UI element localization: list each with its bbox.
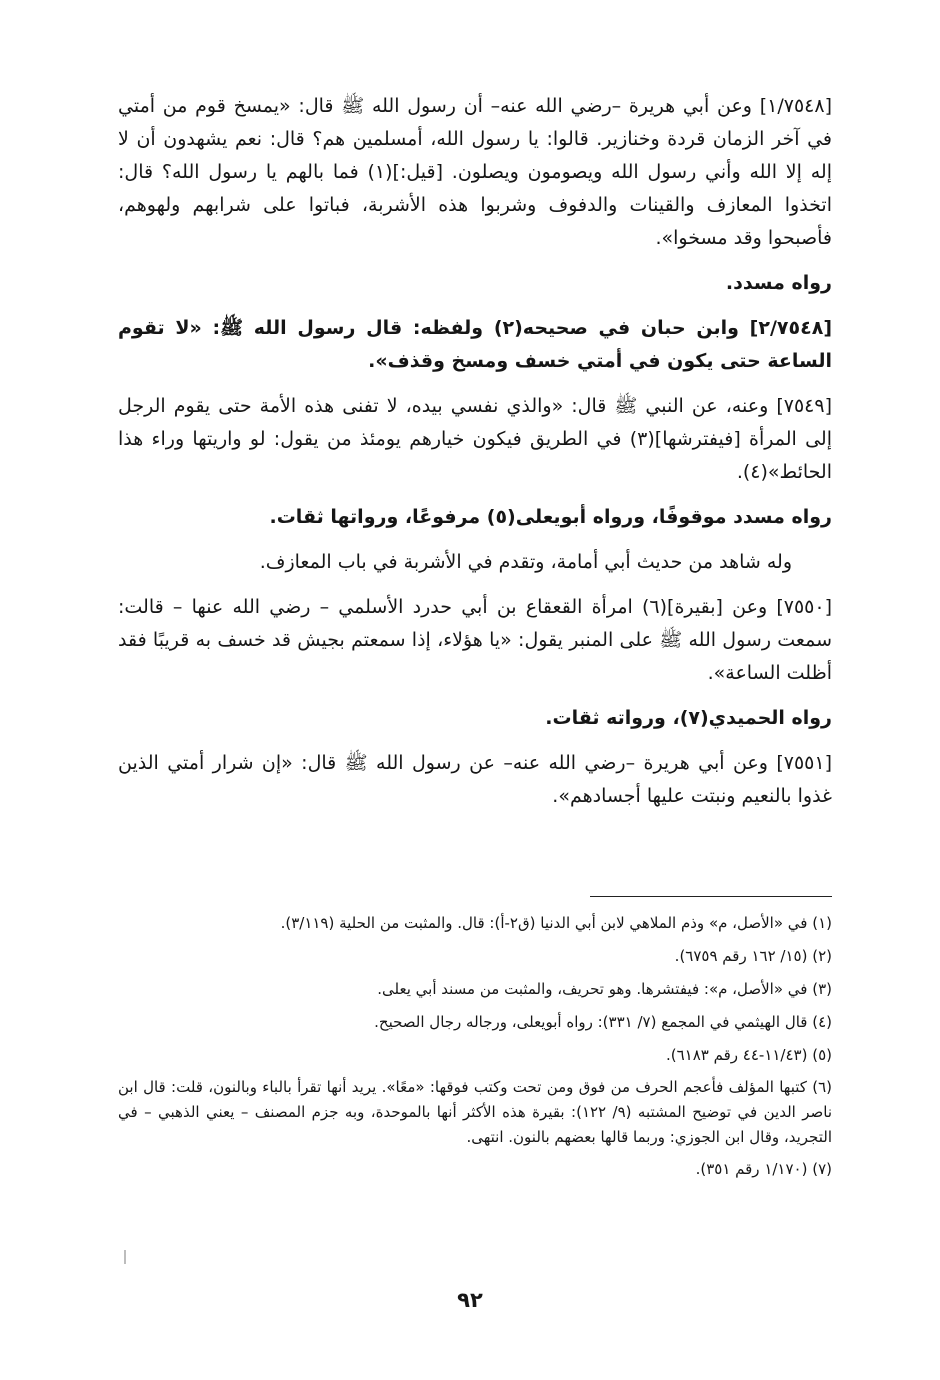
narration-note: رواه الحميدي(٧)، ورواته ثقات.: [545, 707, 832, 729]
page-number: ٩٢: [457, 1288, 483, 1312]
footnote: (٤) قال الهيثمي في المجمع (٧/ ٣٣١): رواه أبويعلى، ورجاله رجال الصحيح.: [374, 1013, 832, 1031]
footnote: (٥) (١١/٤٣-٤٤ رقم ٦١٨٣).: [665, 1046, 832, 1064]
hadith-paragraph: [٢/٧٥٤٨] وابن حبان في صحيحه(٢) ولفظه: قال رسول الله ﷺ: «لا تقوم الساعة حتى يكون في أمتي خسف ومسخ وقذف».: [118, 317, 832, 372]
hadith-paragraph: [٧٥٥١] وعن أبي هريرة –رضي الله عنه– عن رسول الله ﷺ قال: «إن شرار أمتي الذين غذوا بالنعيم ونبتت عليها أجسادهم».: [118, 752, 832, 807]
narration-note: رواه مسدد موقوفًا، ورواه أبويعلى(٥) مرفوعًا، ورواتها ثقات.: [269, 506, 832, 528]
footnote: (١) في «الأصل، م» وذم الملاهي لابن أبي الدنيا (ق٢-أ): قال. والمثبت من الحلية (٣/١١٩).: [280, 914, 832, 932]
footnote: (٦) كتبها المؤلف فأعجم الحرف من فوق ومن تحت وكتب فوقها: «معًا». يريد أنها تقرأ بالباء وبالنون، قلت: قال ابن ناصر الدين في توضيح المشتبه (٩/ ١٢٢): بقيرة هذه الأكثر أنها بالموحدة، وبه جزم المصنف – يعني الذهبي – في التجريد، وقال ابن الجوزي: وربما قالها بعضهم بالنون. انتهى.: [118, 1078, 832, 1146]
footnote-divider: [590, 896, 832, 897]
hadith-paragraph: [٧٥٥٠] وعن [بقيرة](٦) امرأة القعقاع بن أبي حدرد الأسلمي – رضي الله عنها – قالت: سمعت رسول الله ﷺ على المنبر يقول: «يا هؤلاء، إذا سمعتم بجيش قد خسف به قريبًا فقد أظلت الساعة».: [118, 596, 832, 684]
commentary-paragraph: وله شاهد من حديث أبي أمامة، وتقدم في الأشربة في باب المعازف.: [259, 551, 792, 573]
footnote: (٢) (١٥/ ١٦٢ رقم ٦٧٥٩).: [674, 947, 832, 965]
narration-note: رواه مسدد.: [725, 272, 832, 294]
main-text: [118, 90, 832, 825]
footnote: (٧) (١/١٧٠ رقم ٣٥١).: [695, 1160, 832, 1178]
hadith-paragraph: [١/٧٥٤٨] وعن أبي هريرة –رضي الله عنه– أن رسول الله ﷺ قال: «يمسخ قوم من أمتي في آخر الزمان قردة وخنازير. قالوا: يا رسول الله، أمسلمين هم؟ قال: نعم يشهدون أن لا إله إلا الله وأني رسول الله ويصومون ويصلون. [قيل:](١) فما بالهم يا رسول الله؟ قال: اتخذوا المعازف والقينات والدفوف وشربوا هذه الأشربة، فباتوا على شرابهم ولهوهم، فأصبحوا وقد مسخوا».: [118, 95, 832, 249]
hadith-paragraph: [٧٥٤٩] وعنه، عن النبي ﷺ قال: «والذي نفسي بيده، لا تفنى هذه الأمة حتى يقوم الرجل إلى المرأة [فيفترشها](٣) في الطريق فيكون خيارهم يومئذ من يقول: لو واريتها وراء هذا الحائط»(٤).: [118, 395, 832, 483]
scan-edge-mark: [124, 1250, 126, 1264]
footnote: (٣) في «الأصل، م»: فيفتشرها. وهو تحريف، والمثبت من مسند أبي يعلى.: [377, 980, 832, 998]
footnotes-section: [118, 910, 832, 1189]
